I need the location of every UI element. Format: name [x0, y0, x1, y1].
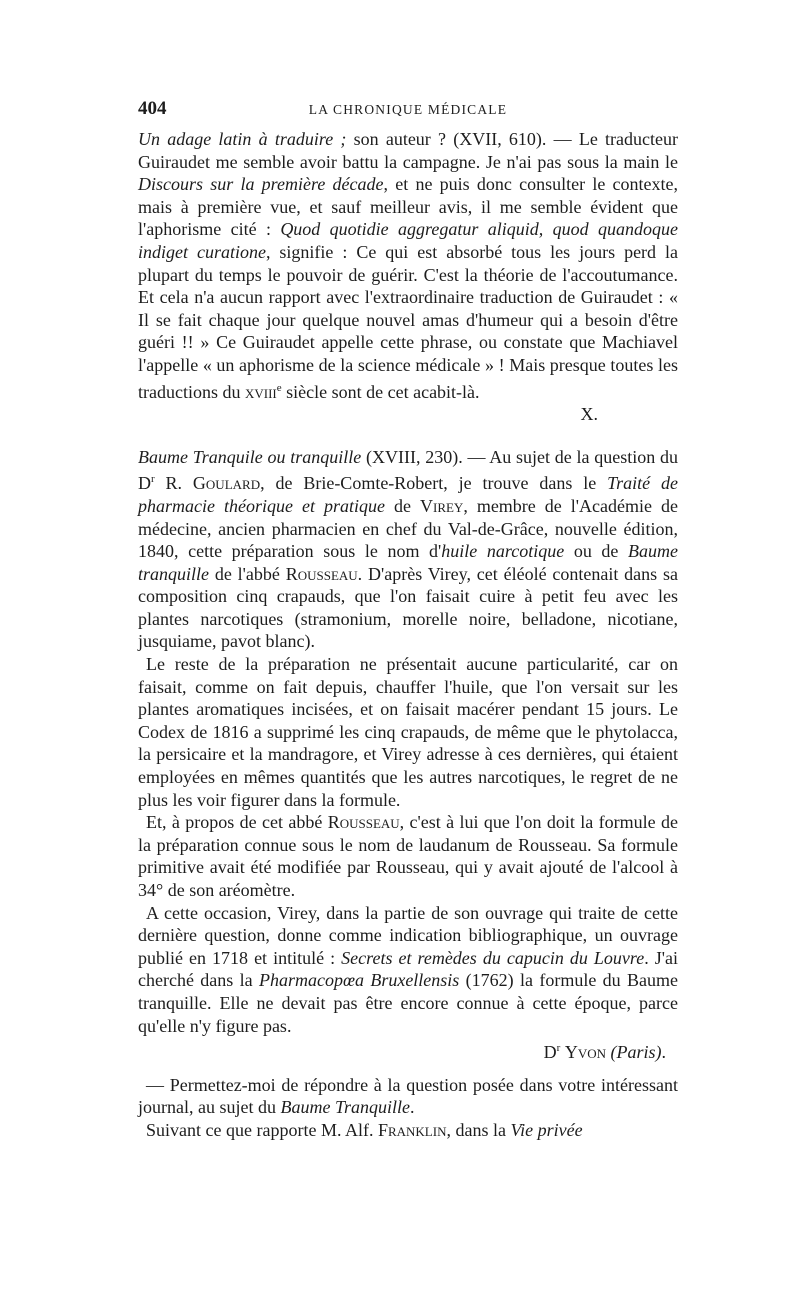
name-rousseau-2: Rousseau: [327, 812, 400, 833]
section-adage-paragraph: Un adage latin à traduire ; son auteur ? (XVII, 610). — Le traducteur Guiraudet me semble avoir battu la campagne. Je n'ai pas sous la main le Discours sur la première décade, et ne puis donc consulter le contexte, mais à première vue, et sauf meilleur avis, il me semble évident que l'aphorisme cité : Quod quotidie aggregatur aliquid, quod quandoque indiget curatione, signifie : Ce qui est absorbé tous les jours perd la plupart du temps le pouvoir de guérir. C'est la théorie de l'accoutumance. Et cela n'a aucun rapport avec l'extraordinaire traduction de Guiraudet : « Il se fait chaque jour quelque nouvel amas d'humeur qui a besoin d'être guéri !! » Ce Guiraudet appelle cette phrase, ou constate que Machiavel l'appelle « un aphorisme de la science médicale » ! Mais presque toutes les traductions du xviii$^e$ siècle sont de cet acabit-là.: [138, 129, 679, 402]
section-baume-paragraph-3: Et, à propos de cet abbé Rousseau, c'est à lui que l'on doit la formule de la préparation connue sous le nom de laudanum de Rousseau. Sa formule primitive avait été modifiée par Rousseau, qui y avait ajouté de l'alcool à 34° de son aréomètre.: [138, 812, 678, 900]
work-title: Discours sur la première décade: [138, 174, 384, 195]
section-baume-title: Baume Tranquile ou tranquille: [138, 446, 362, 467]
section-adage-title: Un adage latin à traduire ;: [138, 129, 347, 149]
latin-quote: Quod quotidie aggregatur aliquid, quod quandoque indiget curatione: [138, 219, 678, 262]
work-pharmacopoea: Pharmacopœa Bruxellensis: [258, 970, 460, 991]
term-baume: Baume tranquille: [138, 541, 679, 584]
section-baume-paragraph-2: Le reste de la préparation ne présentait aucune particularité, car on faisait, comme on fait depuis, chauffer l'huile, que l'on versait sur les plantes aromatiques incisées, et on faisait macérer pendant 15 jours. Le Codex de 1816 a supprimé les cinq crapauds, de même que le phytolacca, la persicaire et la mandragore, et Virey adresse à ces dernières, qui étaient employées en mêmes quantités que les autres narcotiques, le regret de ne plus les voir figurer dans la formule.: [138, 654, 678, 810]
signature-yvon: $D^r$ Yvon (Paris).: [543, 1042, 666, 1063]
term-huile: huile narcotique: [441, 541, 565, 562]
name-virey: Virey: [419, 495, 464, 516]
work-secrets: Secrets et remèdes du capucin du Louvre: [341, 947, 645, 968]
page-number: 404: [138, 98, 167, 119]
signature-x: X.: [580, 404, 598, 425]
reply-paragraph-1: — Permettez-moi de répondre à la question posée dans votre intéressant journal, au sujet du Baume Tranquille.: [138, 1074, 678, 1118]
section-gap: [138, 436, 678, 446]
name-rousseau: Rousseau: [285, 563, 358, 584]
page: [138, 98, 678, 1142]
term-baume-tranquille: Baume Tranquille: [280, 1097, 410, 1118]
place-paris: (Paris): [610, 1042, 662, 1063]
name-yvon: Yvon: [564, 1042, 606, 1063]
work-traite: Traité de pharmacie théorique et pratique: [138, 473, 678, 516]
section-baume-paragraph-1: Baume Tranquile ou tranquille (XVIII, 230). — Au sujet de la question du $D^r$ R. Goulard, de Brie-Comte-Robert, je trouve dans le Traité de pharmacie théorique et pratique de Virey, membre de l'Académie de médecine, ancien pharmacien en chef du Val-de-Grâce, nouvelle édition, 1840, cette préparation sous le nom d'huile narcotique ou de Baume tranquille de l'abbé Rousseau. D'après Virey, cet éléolé contenait dans sa composition cinq crapauds, que l'on faisait cuire à petit feu avec les plantes narcotiques (stramonium, morelle noire, belladone, nicotiane, jusquiame, pavot blanc).: [138, 446, 679, 652]
reply-paragraph-2: Suivant ce que rapporte M. Alf. Franklin, dans la Vie privée: [146, 1119, 583, 1140]
journal-title: LA CHRONIQUE MÉDICALE: [308, 102, 508, 117]
section-baume-paragraph-4: A cette occasion, Virey, dans la partie de son ouvrage qui traite de cette dernière question, donne comme indication bibliographique, un ouvrage publié en 1718 et intitulé : Secrets et remèdes du capucin du Louvre. J'ai cherché dans la Pharmacopœa Bruxellensis (1762) la formule du Baume tranquille. Elle ne devait pas être encore connue à cette époque, parce qu'elle n'y figure pas.: [138, 902, 679, 1036]
name-franklin: Franklin: [377, 1119, 447, 1140]
running-head: [138, 98, 678, 124]
century-numeral: xviii: [244, 381, 277, 402]
name-goulard: Goulard: [192, 473, 261, 494]
work-vie-privee: Vie privée: [510, 1119, 583, 1140]
section-gap-2: [138, 1064, 678, 1074]
